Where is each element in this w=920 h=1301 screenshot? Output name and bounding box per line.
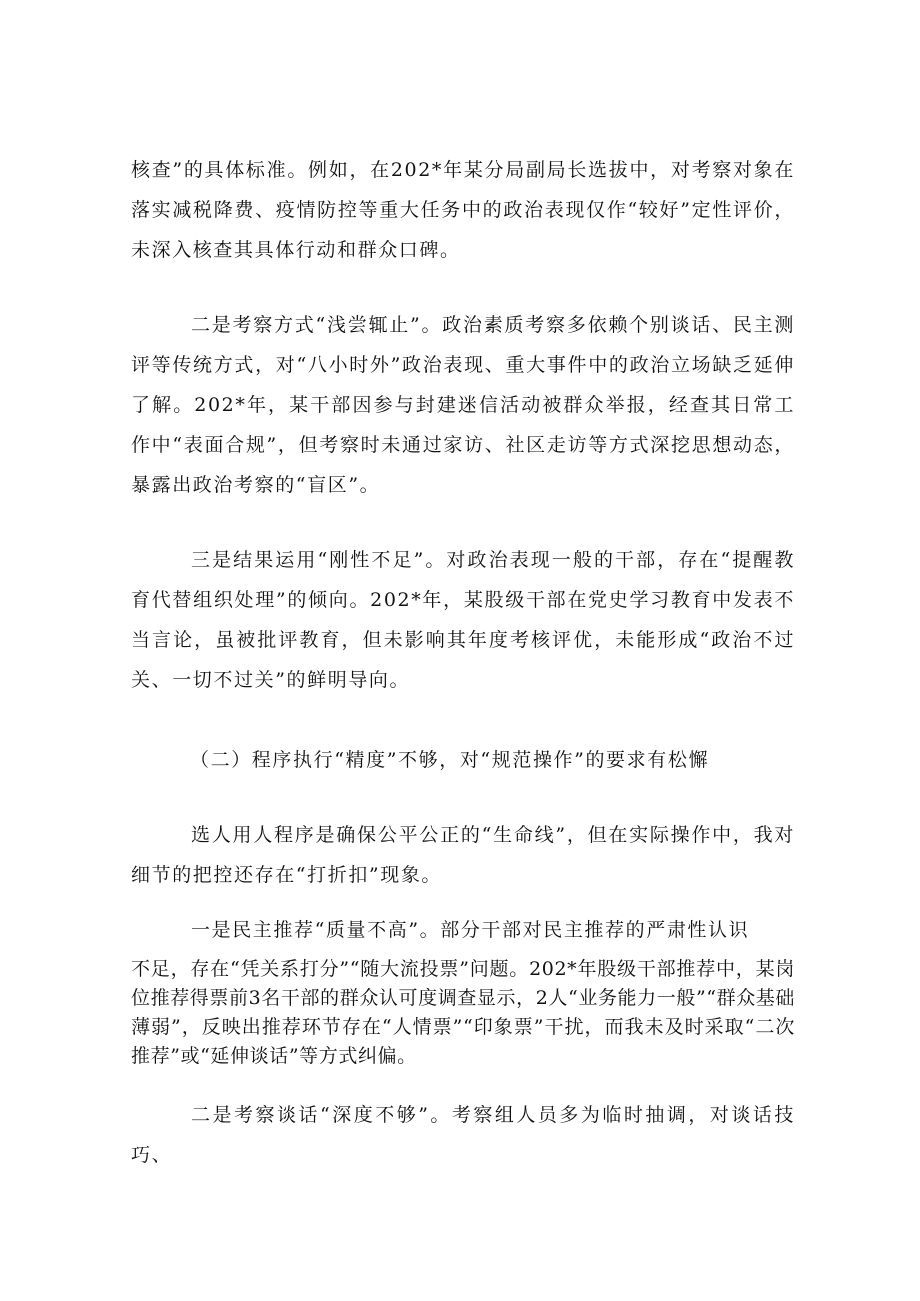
paragraph-procedure-intro: 选人用人程序是确保公平公正的“生命线”，但在实际操作中，我对细节的把控还存在“打折扣”现象。	[131, 824, 795, 886]
paragraph-standards: 核查”的具体标准。例如，在202*年某分局副局长选拔中，对考察对象在落实减税降费、疫情防控等重大任务中的政治表现仅作“较好”定性评价，未深入核查其具体行动和群众口碑。	[131, 159, 795, 261]
paragraph-interview-depth: 二是考察谈话“深度不够”。考察组人员多为临时抽调，对谈话技巧、	[131, 1104, 795, 1166]
paragraph-result-use: 三是结果运用“刚性不足”。对政治表现一般的干部，存在“提醒教育代替组织处理”的倾向。202*年，某股级干部在党史学习教育中发表不当言论，虽被批评教育，但未影响其年度考核评优，未能形成“政治不过关、一切不过关”的鲜明导向。	[131, 549, 795, 691]
paragraph-inspection-method: 二是考察方式“浅尝辄止”。政治素质考察多依赖个别谈话、民主测评等传统方式，对“八小时外”政治表现、重大事件中的政治立场缺乏延伸了解。202*年，某干部因参与封建迷信活动被群众举报，经查其日常工作中“表面合规”，但考察时未通过家访、社区走访等方式深挖思想动态，暴露出政治考察的“盲区”。	[131, 314, 795, 496]
paragraph-recommendation-rest: 不足，存在“凭关系打分”“随大流投票”问题。202*年股级干部推荐中，某岗位推荐得票前3名干部的群众认可度调查显示，2人“业务能力一般”“群众基础薄弱”，反映出推荐环节存在“人情票”“印象票”干扰，而我未及时采取“二次推荐”或“延伸谈话”等方式纠偏。	[131, 958, 795, 1067]
section-heading-2: （二）程序执行“精度”不够，对“规范操作”的要求有松懈	[190, 749, 710, 771]
paragraph-recommendation-start: 一是民主推荐“质量不高”。部分干部对民主推荐的严肃性认识	[191, 919, 750, 941]
